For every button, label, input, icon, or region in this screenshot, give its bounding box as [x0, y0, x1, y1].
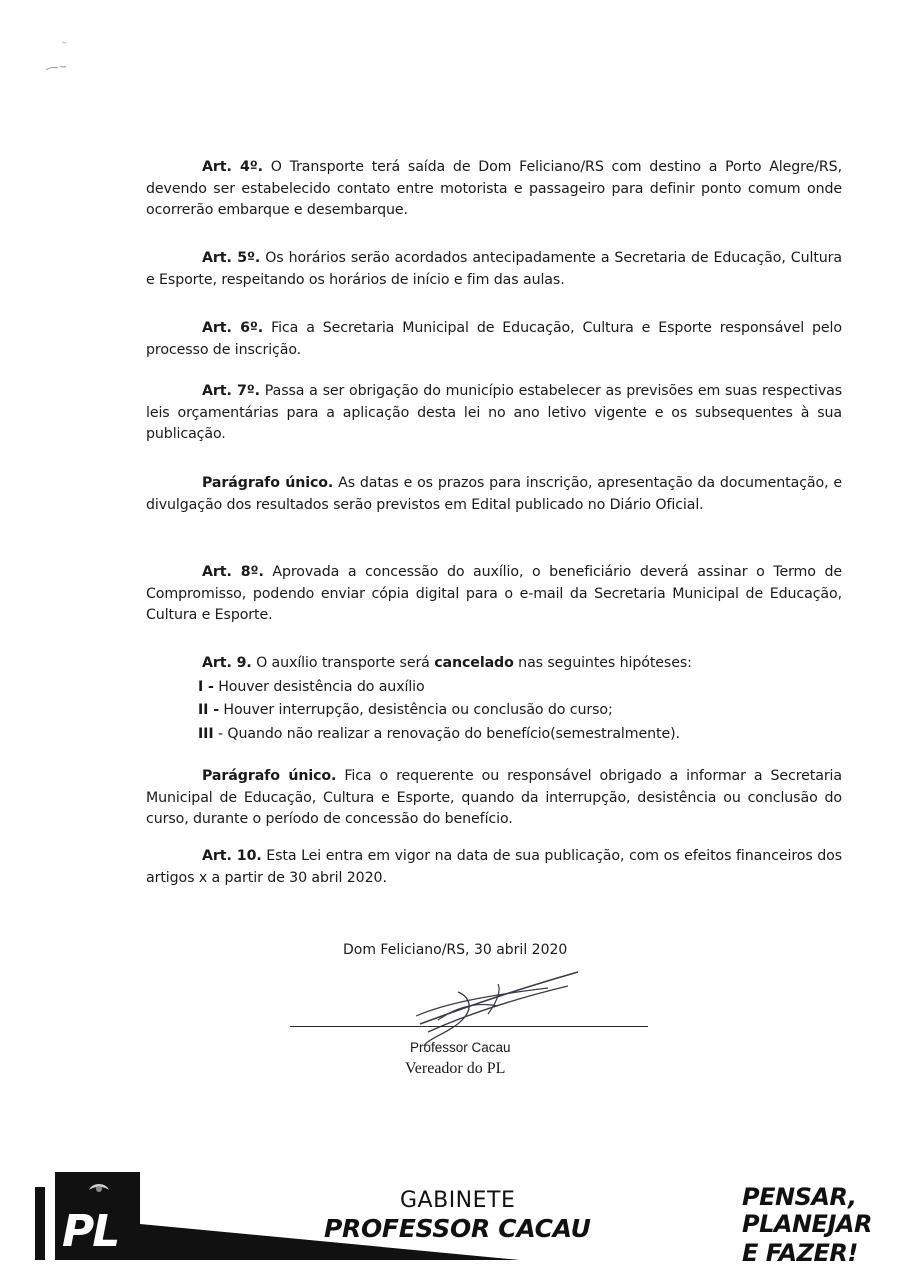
- signer-name: Professor Cacau: [410, 1040, 511, 1055]
- footer-gabinete: GABINETE: [400, 1188, 516, 1213]
- paragrafo-unico-2: Parágrafo único. Fica o requerente ou responsável obrigado a informar a Secretaria Municipal de Educação, Cultura e Esporte, quando da interrupção, desistência ou conclusão do curso, durante o período de concessão do benefício.: [146, 768, 842, 827]
- article-6: Art. 6º. Fica a Secretaria Municipal de Educação, Cultura e Esporte responsável pelo processo de inscrição.: [146, 320, 842, 358]
- article-8: Art. 8º. Aprovada a concessão do auxílio, o beneficiário deverá assinar o Termo de Compromisso, podendo enviar cópia digital para o e-mail da Secretaria Municipal de Educação, Cultura e Esporte.: [146, 564, 842, 623]
- article-9: Art. 9. O auxílio transporte será cancelado nas seguintes hipóteses:: [202, 655, 692, 671]
- date-line: Dom Feliciano/RS, 30 abril 2020: [343, 942, 568, 958]
- signature-line: [290, 1026, 648, 1027]
- slogan-line-3: E FAZER!: [742, 1240, 858, 1267]
- slogan-line-1: PENSAR,: [742, 1183, 857, 1211]
- logo-stripe: [35, 1187, 45, 1260]
- footer-professor: PROFESSOR CACAU: [324, 1214, 591, 1243]
- paragrafo-unico-1: Parágrafo único. As datas e os prazos para inscrição, apresentação da documentação, e divulgação dos resultados serão previstos em Edital publicado no Diário Oficial.: [146, 475, 842, 513]
- article-10: Art. 10. Esta Lei entra em vigor na data de sua publicação, com os efeitos financeiros dos artigos x a partir de 30 abril 2020.: [146, 848, 843, 886]
- eagle-icon: [86, 1176, 112, 1202]
- article-4: Art. 4º. O Transporte terá saída de Dom Feliciano/RS com destino a Porto Alegre/RS, devendo ser estabelecido contato entre motorista e passageiro para definir ponto comum onde ocorrerão embarque e desembarque.: [146, 159, 842, 218]
- slogan-line-2: PLANEJAR: [742, 1210, 872, 1238]
- scan-mark-icon: [22, 30, 82, 80]
- list-item: II - Houver interrupção, desistência ou conclusão do curso;: [198, 702, 613, 718]
- article-7: Art. 7º. Passa a ser obrigação do município estabelecer as previsões em suas respectivas leis orçamentárias para a aplicação desta lei no ano letivo vigente e os subsequentes à sua publicação.: [146, 383, 843, 442]
- list-item: I - Houver desistência do auxílio: [198, 679, 425, 695]
- pl-logo-text: PL: [62, 1206, 119, 1257]
- article-5: Art. 5º. Os horários serão acordados antecipadamente a Secretaria de Educação, Cultura e Esporte, respeitando os horários de início e fim das aulas.: [146, 250, 842, 288]
- signer-role: Vereador do PL: [405, 1060, 506, 1077]
- list-item: III - Quando não realizar a renovação do benefício(semestralmente).: [198, 726, 680, 742]
